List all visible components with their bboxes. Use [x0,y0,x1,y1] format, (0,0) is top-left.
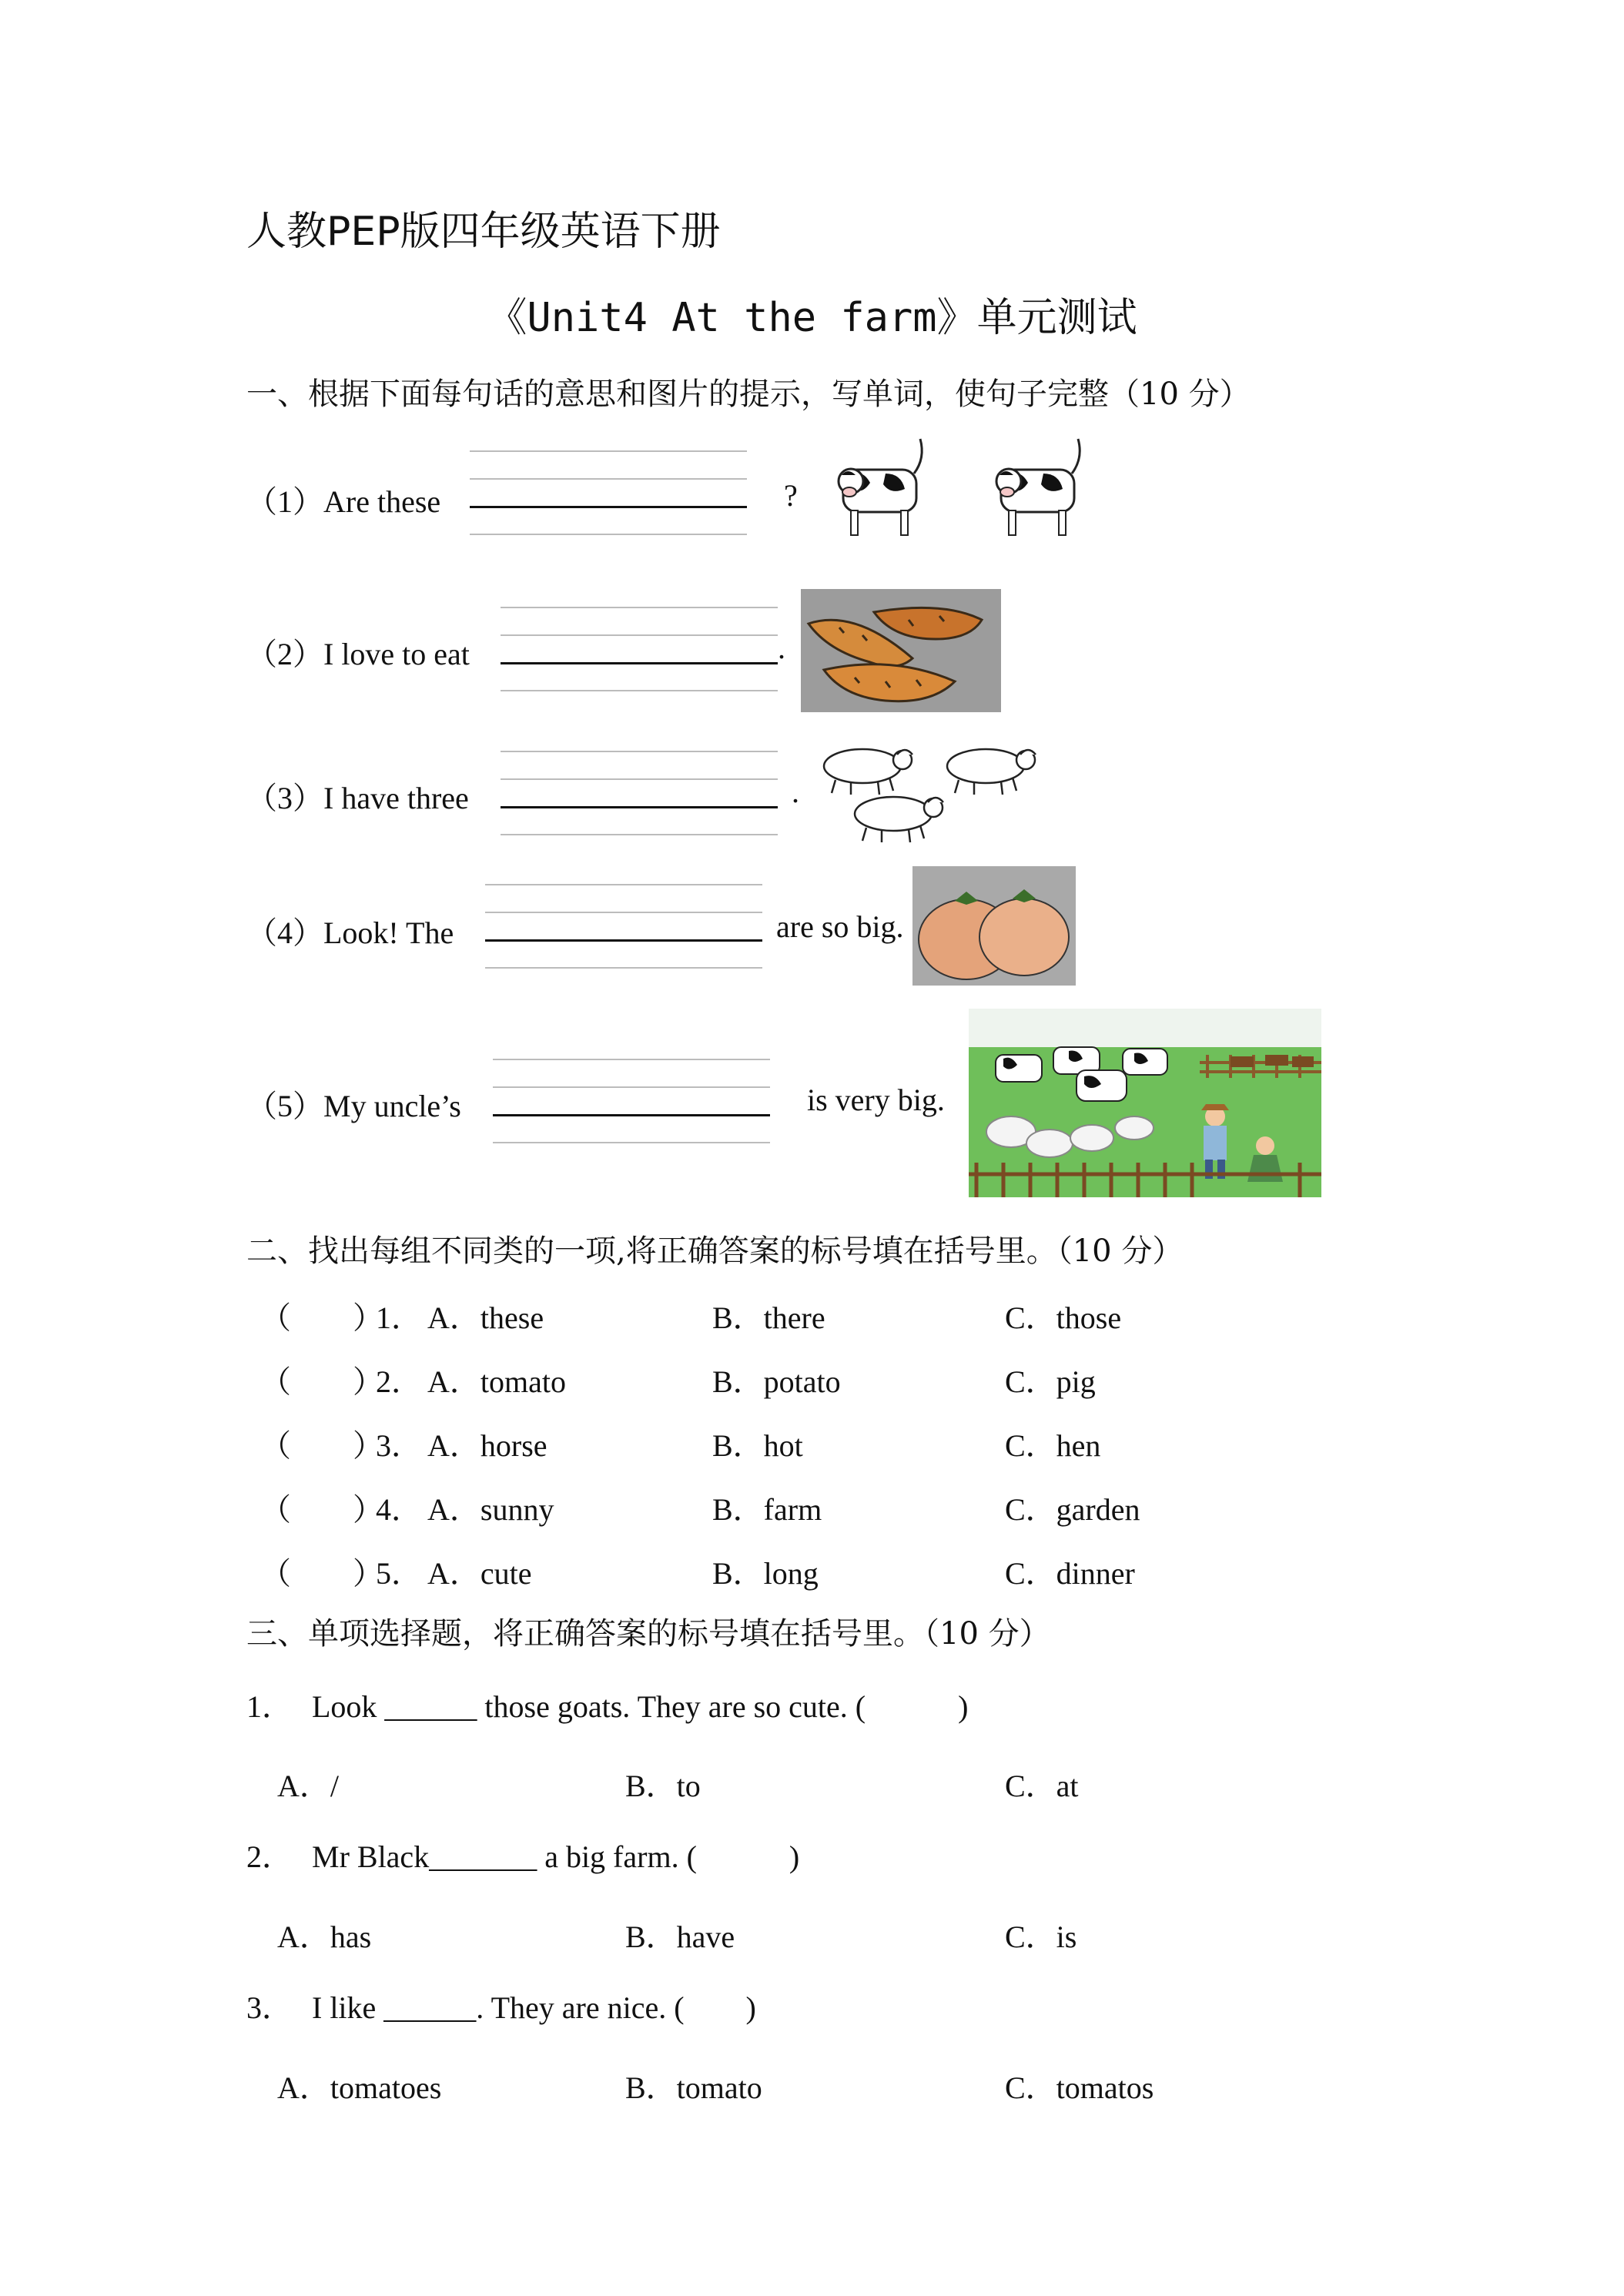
answer-bracket[interactable]: （ ） [260,1428,383,1463]
answer-bracket[interactable]: （ ） [260,1492,383,1527]
s1-item1-prefix: （1）Are these [246,484,441,519]
question-text[interactable]: Look ______ those goats. They are so cute. ( ) [312,1689,969,1724]
s1-item3-prefix: （3）I have three [246,781,469,815]
answer-bracket[interactable]: （ ） [260,1300,383,1335]
option-b: B．to [625,1769,701,1803]
option-c: C．dinner [1005,1556,1135,1591]
s1-item2-suffix: . [778,631,785,665]
option-c: C．pig [1005,1364,1096,1399]
document-title: 人教PEP版四年级英语下册 [246,209,721,255]
unit-title: 《Unit4 At the farm》单元测试 [487,295,1137,341]
section2-heading: 二、找出每组不同类的一项,将正确答案的标号填在括号里。（10 分） [246,1233,1184,1269]
option-b: B．there [712,1300,825,1335]
row-number: 3． [376,1428,422,1463]
option-a: A．has [277,1919,372,1954]
option-c: C．at [1005,1769,1079,1803]
s1-item4-prefix: （4）Look! The [246,915,454,950]
carrots-icon [801,589,1001,712]
s1-item4-answer-blank[interactable] [485,884,762,969]
question-text[interactable]: I like ______. They are nice. ( ) [312,1990,756,2025]
answer-bracket[interactable]: （ ） [260,1556,383,1591]
option-a: A．/ [277,1769,339,1803]
question-number: 3． [246,1990,293,2025]
s1-item2-prefix: （2）I love to eat [246,637,470,671]
two-cows-icon [828,427,1105,551]
option-b: B．potato [712,1364,841,1399]
option-a: A．sunny [427,1492,554,1527]
option-c: C．tomatos [1005,2070,1154,2105]
option-a: A．tomato [427,1364,566,1399]
row-number: 4． [376,1492,422,1527]
option-a: A．tomatoes [277,2070,442,2105]
option-a: A．cute [427,1556,532,1591]
question-text[interactable]: Mr Black_______ a big farm. ( ) [312,1839,800,1874]
option-b: B．tomato [625,2070,762,2105]
s1-item5-answer-blank[interactable] [493,1059,770,1143]
s1-item5-suffix: is very big. [807,1083,945,1117]
farm-scene-icon [969,1009,1321,1197]
option-c: C．is [1005,1919,1077,1954]
option-c: C．those [1005,1300,1122,1335]
option-b: B．long [712,1556,819,1591]
three-sheep-icon [816,735,1063,847]
option-a: A．these [427,1300,544,1335]
option-b: B．have [625,1919,735,1954]
answer-bracket[interactable]: （ ） [260,1364,383,1399]
s1-item4-suffix: are so big. [776,909,904,944]
s1-item1-suffix: ? [784,478,798,513]
question-number: 2． [246,1839,293,1874]
row-number: 5． [376,1556,422,1591]
option-c: C．hen [1005,1428,1101,1463]
option-c: C．garden [1005,1492,1140,1527]
s1-item1-answer-blank[interactable] [470,450,747,535]
tomatoes-icon [912,866,1076,986]
question-number: 1． [246,1689,293,1724]
s1-item2-answer-blank[interactable] [501,607,778,691]
option-a: A．horse [427,1428,547,1463]
s1-item3-answer-blank[interactable] [501,751,778,835]
section3-heading: 三、单项选择题，将正确答案的标号填在括号里。（10 分） [246,1616,1050,1652]
s1-item3-suffix: . [792,775,799,809]
row-number: 1． [376,1300,422,1335]
s1-item5-prefix: （5）My uncle’s [246,1089,461,1123]
option-b: B．hot [712,1428,803,1463]
option-b: B．farm [712,1492,822,1527]
section1-heading: 一、根据下面每句话的意思和图片的提示，写单词，使句子完整（10 分） [246,377,1251,412]
row-number: 2． [376,1364,422,1399]
